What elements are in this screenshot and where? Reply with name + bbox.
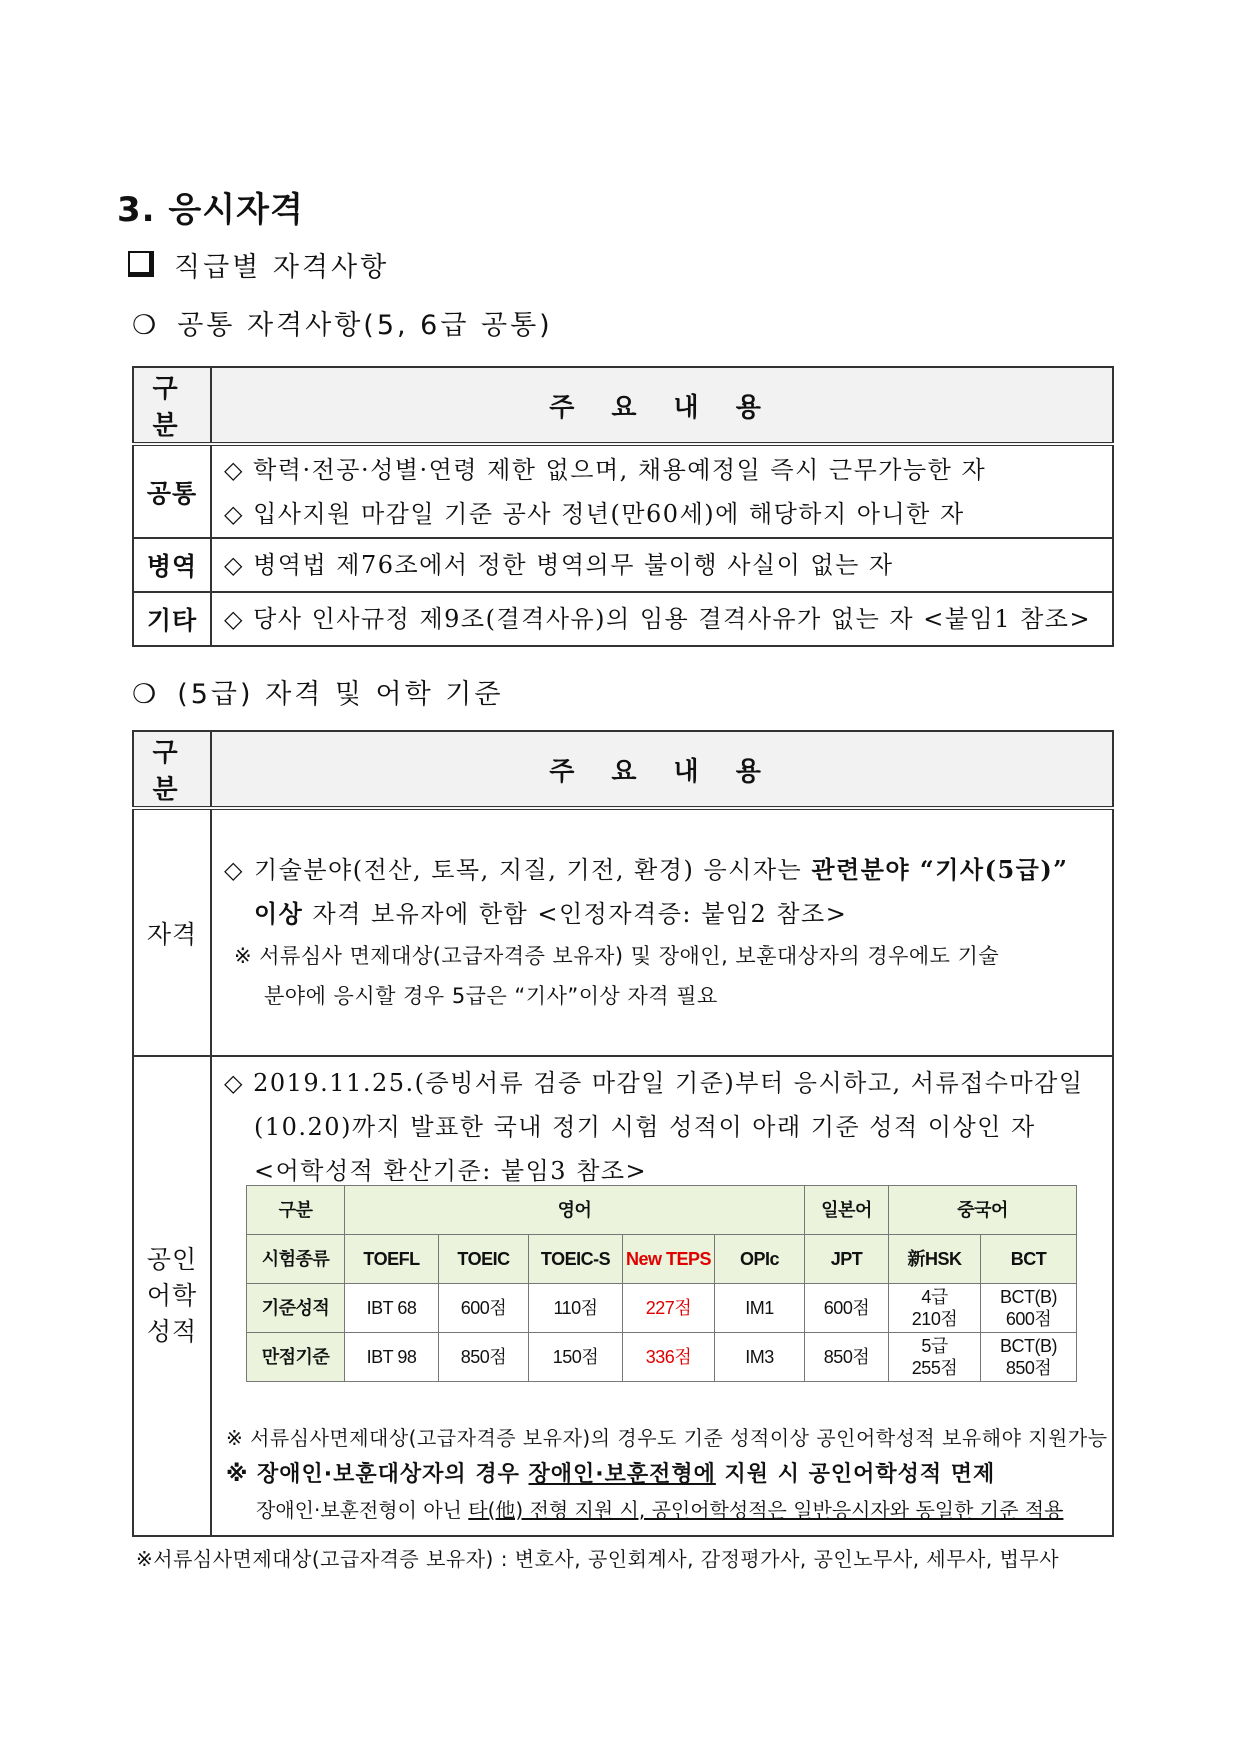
qualification-bold-text: 이상 bbox=[254, 899, 304, 928]
table2-category-qualification: 자격 bbox=[133, 808, 211, 1056]
score-test-name: 新HSK bbox=[889, 1235, 981, 1284]
score-group-english: 영어 bbox=[345, 1186, 805, 1235]
diamond-bullet-icon: ◇ bbox=[224, 856, 244, 884]
score-group-japanese: 일본어 bbox=[805, 1186, 889, 1235]
circle-bullet-icon: ❍ bbox=[132, 679, 160, 710]
circle-bullet-icon: ❍ bbox=[132, 310, 160, 341]
language-note-1: ※ 서류심사면제대상(고급자격증 보유자)의 경우도 기준 성적이상 공인어학성적 보유해야 지원가능 bbox=[226, 1426, 1108, 1450]
language-note-3-underlined: 타(他) 전형 지원 시, 공인어학성적은 일반응시자와 동일한 기준 적용 bbox=[468, 1498, 1064, 1522]
score-row-label: 기준성적 bbox=[247, 1284, 345, 1333]
score-test-name: TOEIC bbox=[439, 1235, 529, 1284]
score-group-chinese: 중국어 bbox=[889, 1186, 1077, 1235]
table2-category-language: 공인 어학 성적 bbox=[133, 1056, 211, 1536]
language-note-3-text: 장애인·보훈전형이 아닌 bbox=[256, 1498, 469, 1522]
table2-header-category: 구 분 bbox=[133, 731, 211, 808]
qualification-line-1 bbox=[212, 848, 1112, 892]
score-cell: BCT(B) 850점 bbox=[981, 1333, 1077, 1382]
table1-category-common: 공통 bbox=[133, 444, 211, 538]
table1-header-content: 주 요 내 용 bbox=[211, 367, 1113, 444]
qualification-text: 자격 보유자에 한함 <인정자격증: 붙임2 참조> bbox=[303, 900, 848, 928]
table1-category-other: 기타 bbox=[133, 592, 211, 646]
checkbox-square-icon bbox=[128, 251, 154, 277]
table1-content-other bbox=[211, 592, 1113, 646]
qualification-bold-text: 관련분야 “기사(5급)” bbox=[811, 855, 1069, 884]
score-cell: 600점 bbox=[439, 1284, 529, 1333]
score-cell: IBT 68 bbox=[345, 1284, 439, 1333]
subtitle: 직급별 자격사항 bbox=[174, 252, 390, 283]
table2-content-qualification bbox=[211, 808, 1113, 1056]
score-test-name: TOEIC-S bbox=[529, 1235, 623, 1284]
grade5-heading-line bbox=[132, 672, 503, 711]
score-test-name: OPIc bbox=[715, 1235, 805, 1284]
grade5-heading: (5급) 자격 및 어학 기준 bbox=[177, 679, 504, 710]
table1-line: ◇ 입사지원 마감일 기준 공사 정년(만60세)에 해당하지 아니한 자 bbox=[224, 499, 965, 528]
qualification-text: 기술분야(전산, 토목, 지질, 기전, 환경) 응시자는 bbox=[254, 856, 812, 884]
score-cell: 4급 210점 bbox=[889, 1284, 981, 1333]
language-note-3 bbox=[256, 1494, 1063, 1523]
score-cell: IM3 bbox=[715, 1333, 805, 1382]
qualification-note-2: 분야에 응시할 경우 5급은 “기사”이상 자격 필요 bbox=[264, 984, 718, 1008]
language-line-2: (10.20)까지 발표한 국내 정기 시험 성적이 아래 기준 성적 이상인 자 bbox=[254, 1113, 1036, 1141]
table1-content-common bbox=[211, 444, 1113, 538]
language-note-2-text: ※ 장애인·보훈대상자의 경우 bbox=[226, 1462, 529, 1487]
score-cell: IM1 bbox=[715, 1284, 805, 1333]
table1-line: ◇ 병역법 제76조에서 정한 병역의무 불이행 사실이 없는 자 bbox=[224, 551, 894, 579]
table1-header-category: 구 분 bbox=[133, 367, 211, 444]
table1-content-military bbox=[211, 538, 1113, 592]
table1-category-military: 병역 bbox=[133, 538, 211, 592]
score-cell: IBT 98 bbox=[345, 1333, 439, 1382]
language-note-2-underlined: 장애인·보훈전형에 bbox=[528, 1462, 716, 1487]
common-heading: 공통 자격사항(5, 6급 공통) bbox=[177, 310, 553, 341]
score-tests-label: 시험종류 bbox=[247, 1235, 345, 1284]
table1-line: ◇ 학력·전공·성별·연령 제한 없으며, 채용예정일 즉시 근무가능한 자 bbox=[224, 455, 987, 484]
footer-note: ※서류심사면제대상(고급자격증 보유자) : 변호사, 공인회계사, 감정평가사, 공인노무사, 세무사, 법무사 bbox=[136, 1547, 1060, 1571]
grade5-qualification-table bbox=[132, 730, 1114, 1537]
subtitle-line bbox=[128, 245, 389, 284]
score-cell: 150점 bbox=[529, 1333, 623, 1382]
language-note-2 bbox=[226, 1457, 995, 1488]
section-title: 3. 응시자격 bbox=[117, 190, 304, 230]
language-note-2-text: 지원 시 공인어학성적 면제 bbox=[715, 1462, 996, 1487]
score-cell: 5급 255점 bbox=[889, 1333, 981, 1382]
score-cell: 110점 bbox=[529, 1284, 623, 1333]
score-test-name: JPT bbox=[805, 1235, 889, 1284]
language-line-1: ◇ 2019.11.25.(증빙서류 검증 마감일 기준)부터 응시하고, 서류접수마감일 bbox=[224, 1069, 1084, 1097]
score-test-name: TOEFL bbox=[345, 1235, 439, 1284]
language-line-3: <어학성적 환산기준: 붙임3 참조> bbox=[254, 1157, 648, 1185]
common-heading-line bbox=[132, 303, 553, 342]
qualification-note-1: ※ 서류심사 면제대상(고급자격증 보유자) 및 장애인, 보훈대상자의 경우에도 기술 bbox=[234, 944, 1000, 968]
table2-header-content: 주 요 내 용 bbox=[211, 731, 1113, 808]
table1-line: ◇ 당사 인사규정 제9조(결격사유)의 임용 결격사유가 없는 자 <붙임1 참조> bbox=[224, 605, 1092, 633]
qualification-line-2 bbox=[212, 892, 1112, 936]
language-score-table bbox=[246, 1185, 1077, 1382]
score-cell: 227점 bbox=[623, 1284, 715, 1333]
score-cell: 850점 bbox=[439, 1333, 529, 1382]
score-test-name: New TEPS bbox=[623, 1235, 715, 1284]
score-cell: BCT(B) 600점 bbox=[981, 1284, 1077, 1333]
score-test-name: BCT bbox=[981, 1235, 1077, 1284]
common-qualification-table bbox=[132, 366, 1114, 647]
score-row-label: 만점기준 bbox=[247, 1333, 345, 1382]
score-cell: 850점 bbox=[805, 1333, 889, 1382]
score-cell: 336점 bbox=[623, 1333, 715, 1382]
score-cell: 600점 bbox=[805, 1284, 889, 1333]
score-group-header: 구분 bbox=[247, 1186, 345, 1235]
